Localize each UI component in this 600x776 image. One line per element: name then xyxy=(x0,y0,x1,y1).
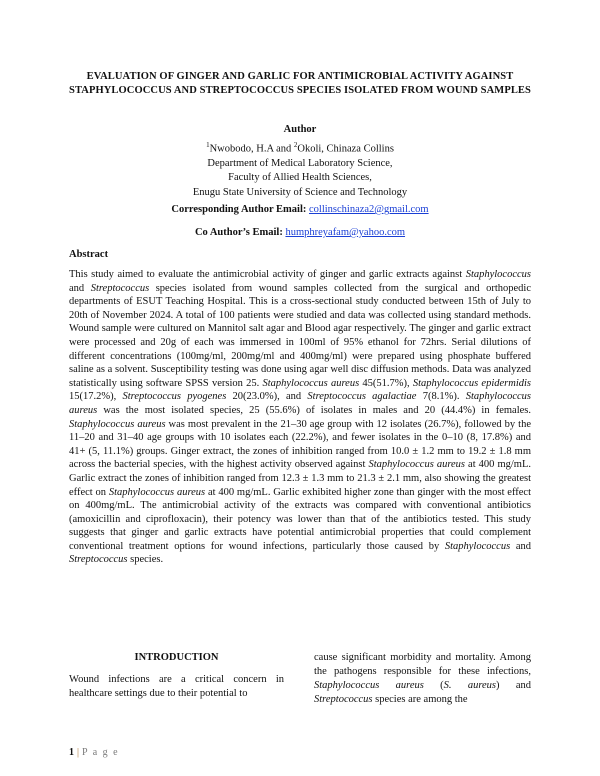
affiliation-line-3: Enugu State University of Science and Technology xyxy=(192,186,408,198)
species-name: Staphylococcus xyxy=(444,540,511,552)
species-name: Streptococcus xyxy=(314,694,373,705)
introduction-left-text: Wound infections are a critical concern in healthcare settings due to their potential to xyxy=(69,674,284,699)
intro-text: ( xyxy=(423,680,444,691)
intro-text: species are among the xyxy=(372,694,468,705)
corresponding-email-label: Corresponding Author Email: xyxy=(171,204,307,215)
abstract-text: This study aimed to evaluate the antimicrobial activity of ginger and garlic extracts against xyxy=(69,269,466,280)
species-name: Staphylococcus epidermidis xyxy=(412,377,531,389)
page-word: P a g e xyxy=(82,747,120,758)
abstract-text: was most prevalent in the 21–30 age group with 12 isolates (26.7%), followed by the 11–20 and 31–40 age groups with 10 isolates each (22.2%), and fewer isolates in the 0–10 (8, 17.8%) and 41+ (5, 11.1%) groups. Ginger extract, the zones of inhibition ranged from 10.0 ± 1.2 mm to 19.2 ± 1.8 mm across the bacterial species, with the highest activity observed against xyxy=(69,418,531,471)
abstract-text: 45(51.7%), xyxy=(359,377,413,389)
introduction-heading: INTRODUCTION xyxy=(134,652,219,663)
abstract-text: 15(17.2%), xyxy=(69,391,123,403)
co-author-email-line xyxy=(60,227,540,238)
co-author-email-label: Co Author’s Email: xyxy=(194,227,283,238)
abstract-text: at 400 mg/mL. Garlic extract the zones of inhibition ranged from 12.3 ± 1.3 mm to 21.3 ± 2.1 mm, also showing the greatest effect on xyxy=(69,459,531,498)
species-name: Staphylococcus aureus xyxy=(69,418,166,430)
species-name: Streptococcus xyxy=(90,282,150,294)
intro-text: ) and xyxy=(496,680,531,691)
abstract-heading: Abstract xyxy=(69,249,109,260)
abstract-text: and xyxy=(69,282,91,294)
abstract-text: was the most isolated species, 25 (55.6%) of isolates in males and 20 (44.4%) in females. xyxy=(97,404,531,416)
author2-superscript: 2 xyxy=(293,140,298,149)
intro-text: cause significant morbidity and mortality. Among the pathogens responsible for these infections, xyxy=(314,652,531,677)
abstract-text: at 400 mg/mL. Garlic exhibited higher zone than ginger with the most effect on 400mg/mL. The antimicrobial activity of the extracts was compared with conventional antibiotics (amoxicillin and ciprofloxacin), their potency was lower than that of the antibiotics tested. This study suggests that ginger and garlic extracts have potential antimicrobial properties that could complement conventional treatment options for wound infections, particularly those caused by xyxy=(69,486,532,552)
species-name: Staphylococcus aureus xyxy=(314,680,424,691)
abstract-text: species. xyxy=(127,554,164,566)
introduction-left-column xyxy=(69,651,284,701)
introduction-right-column xyxy=(314,651,531,707)
paper-title: EVALUATION OF GINGER AND GARLIC FOR ANTIMICROBIAL ACTIVITY AGAINST STAPHYLOCOCCUS AND STREPTOCOCCUS SPECIES ISOLATED FROM WOUND SAMPLES xyxy=(69,71,531,96)
author-names xyxy=(100,138,500,157)
author2-name: Okoli, Chinaza Collins xyxy=(297,143,394,154)
species-name: Staphylococcus xyxy=(465,269,531,280)
abstract-body xyxy=(69,268,531,567)
co-author-email-link[interactable]: humphreyafam@yahoo.com xyxy=(285,227,406,238)
species-name: Staphylococcus aureus xyxy=(108,486,206,498)
abstract-text: and xyxy=(510,540,531,552)
species-name: Staphylococcus aureus xyxy=(368,459,466,471)
abstract-text: species isolated from wound samples collected from the surgical and orthopedic departments of ESUT Teaching Hospital. This is a cross-sectional study conducted between 15th of July to 20th of November 2024. A total of 100 patients were studied and data was collected using standard methods. Wound sample were cultured on Mannitol salt agar and Blood agar respectively. The ginger and garlic extract were processed and 20g of each was immersed in 100ml of 95% ethanol for 72hrs. Serial dilutions of different concentrations (100mg/ml, 200mg/ml and 400mg/ml) were prepared using phosphate buffered saline as a solvent. Susceptibility testing was done using agar well disc diffusion methods. Data was analyzed statistically using software SPSS version 25. xyxy=(69,282,531,389)
species-name: Streptococcus xyxy=(69,554,128,566)
species-name: S. aureus xyxy=(443,680,497,691)
footer-separator: | xyxy=(77,747,80,758)
page-footer xyxy=(69,747,119,758)
corresponding-email-link[interactable]: collinschinaza2@gmail.com xyxy=(309,204,429,215)
species-name: Streptococcus agalactiae xyxy=(307,391,417,403)
corresponding-email-line xyxy=(60,204,540,215)
species-name: Staphylococcus aureus xyxy=(262,377,360,389)
affiliation-line-1: Department of Medical Laboratory Science, xyxy=(207,157,393,169)
page-number: 1 xyxy=(69,747,74,758)
abstract-text: 7(8.1%). xyxy=(416,391,466,403)
species-name: Streptococcus pyogenes xyxy=(122,391,227,403)
affiliation-line-2: Faculty of Allied Health Sciences, xyxy=(228,172,372,183)
author-block xyxy=(100,123,500,200)
author1-name: Nwobodo, H.A and xyxy=(209,143,294,154)
author1-superscript: 1 xyxy=(206,140,210,149)
species-name: Staphylococcus aureus xyxy=(69,391,532,416)
author-heading: Author xyxy=(283,124,317,135)
abstract-text: 20(23.0%), and xyxy=(226,391,308,403)
